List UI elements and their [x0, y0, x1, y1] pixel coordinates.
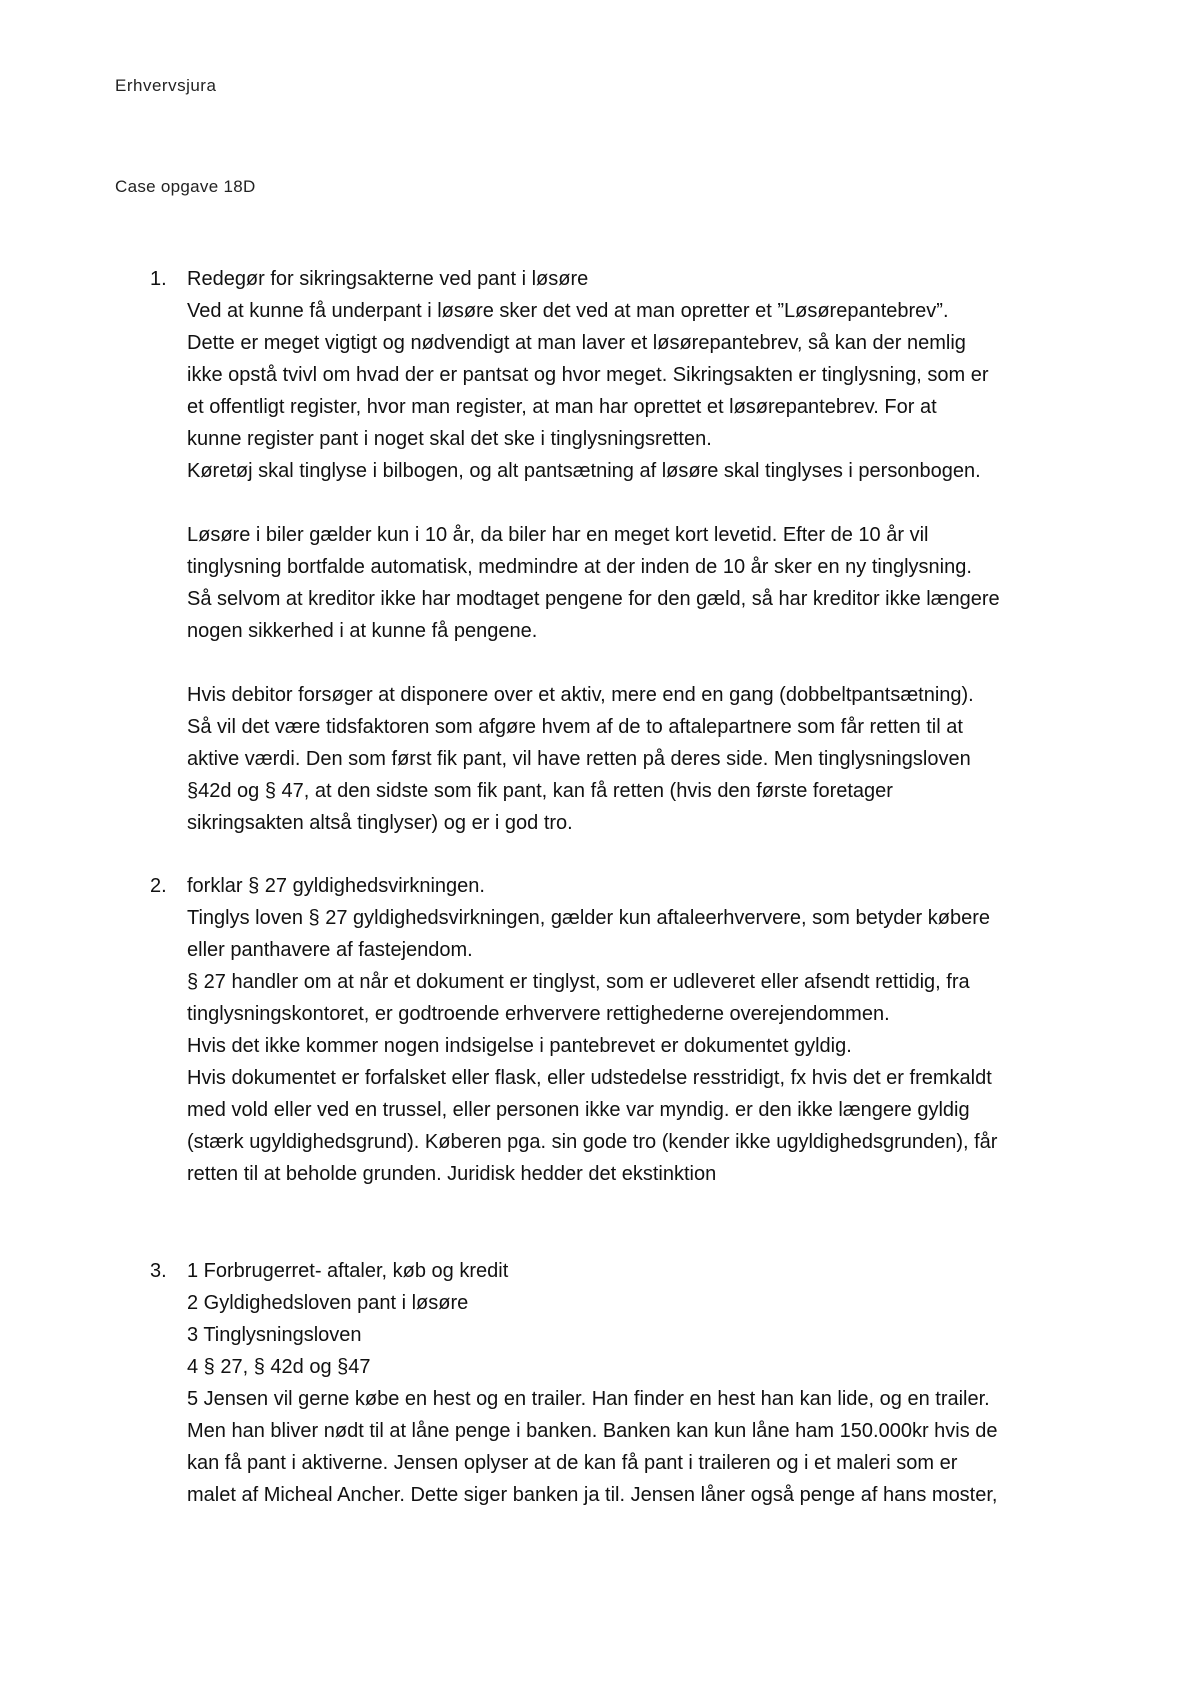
text-line: et offentligt register, hvor man register, at man har oprettet et løsørepantebrev. For at	[187, 396, 937, 418]
list-item-body	[187, 1255, 1097, 1511]
case-title: Case opgave 18D	[115, 177, 256, 196]
text-line: eller panthavere af fastejendom.	[187, 939, 473, 961]
paragraph-gap	[187, 487, 1097, 519]
text-line: retten til at beholde grunden. Juridisk hedder det ekstinktion	[187, 1163, 717, 1185]
text-line: Tinglys loven § 27 gyldighedsvirkningen, gælder kun aftaleerhververe, som betyder købere	[187, 907, 991, 929]
text-line: Så selvom at kreditor ikke har modtaget pengene for den gæld, så har kreditor ikke længere	[187, 588, 1000, 610]
list-item-body	[187, 870, 1097, 1190]
list-item-body	[187, 263, 1097, 839]
list-number: 2.	[150, 875, 167, 897]
text-line: Ved at kunne få underpant i løsøre sker det ved at man opretter et ”Løsørepantebrev”.	[187, 300, 949, 322]
text-line: Løsøre i biler gælder kun i 10 år, da biler har en meget kort levetid. Efter de 10 år vil	[187, 524, 929, 546]
text-line: aktive værdi. Den som først fik pant, vil have retten på deres side. Men tinglysningsloven	[187, 748, 971, 770]
text-line: Så vil det være tidsfaktoren som afgøre hvem af de to aftalepartnere som får retten til at	[187, 716, 963, 738]
text-line: kan få pant i aktiverne. Jensen oplyser at de kan få pant i traileren og i et maleri som er	[187, 1452, 958, 1474]
text-line: Hvis det ikke kommer nogen indsigelse i pantebrevet er dokumentet gyldig.	[187, 1035, 852, 1057]
list-number: 3.	[150, 1260, 167, 1282]
text-line: 3 Tinglysningsloven	[187, 1324, 362, 1346]
text-line: § 27 handler om at når et dokument er tinglyst, som er udleveret eller afsendt rettidig, fra	[187, 971, 970, 993]
text-line: Dette er meget vigtigt og nødvendigt at man laver et løsørepantebrev, så kan der nemlig	[187, 332, 966, 354]
text-line: 5 Jensen vil gerne købe en hest og en trailer. Han finder en hest han kan lide, og en trailer.	[187, 1388, 990, 1410]
text-line: Hvis debitor forsøger at disponere over et aktiv, mere end en gang (dobbeltpantsætning).	[187, 684, 974, 706]
text-line: §42d og § 47, at den sidste som fik pant, kan få retten (hvis den første foretager	[187, 780, 893, 802]
text-line: Køretøj skal tinglyse i bilbogen, og alt pantsætning af løsøre skal tinglyses i personbogen.	[187, 460, 981, 482]
list-number: 1.	[150, 268, 167, 290]
text-line: malet af Micheal Ancher. Dette siger banken ja til. Jensen låner også penge af hans moster,	[187, 1484, 998, 1506]
paragraph-gap	[187, 647, 1097, 679]
text-line: sikringsakten altså tinglyser) og er i god tro.	[187, 812, 573, 834]
text-line: tinglysningskontoret, er godtroende erhververe rettighederne overejendommen.	[187, 1003, 890, 1025]
text-line: 1 Forbrugerret- aftaler, køb og kredit	[187, 1260, 509, 1282]
text-line: Men han bliver nødt til at låne penge i banken. Banken kan kun låne ham 150.000kr hvis de	[187, 1420, 998, 1442]
text-line: ikke opstå tvivl om hvad der er pantsat og hvor meget. Sikringsakten er tinglysning, som er	[187, 364, 989, 386]
text-line: med vold eller ved en trussel, eller personen ikke var myndig. er den ikke længere gyldig	[187, 1099, 970, 1121]
text-line: Redegør for sikringsakterne ved pant i løsøre	[187, 268, 589, 290]
text-line: forklar § 27 gyldighedsvirkningen.	[187, 875, 485, 897]
text-line: kunne register pant i noget skal det ske i tinglysningsretten.	[187, 428, 712, 450]
text-line: 2 Gyldighedsloven pant i løsøre	[187, 1292, 469, 1314]
document-header: Erhvervsjura	[115, 76, 217, 95]
text-line: (stærk ugyldighedsgrund). Køberen pga. sin gode tro (kender ikke ugyldighedsgrunden), får	[187, 1131, 998, 1153]
text-line: nogen sikkerhed i at kunne få pengene.	[187, 620, 538, 642]
text-line: Hvis dokumentet er forfalsket eller flask, eller udstedelse resstridigt, fx hvis det er fremkaldt	[187, 1067, 992, 1089]
text-line: tinglysning bortfalde automatisk, medmindre at der inden de 10 år sker en ny tinglysning.	[187, 556, 972, 578]
text-line: 4 § 27, § 42d og §47	[187, 1356, 371, 1378]
